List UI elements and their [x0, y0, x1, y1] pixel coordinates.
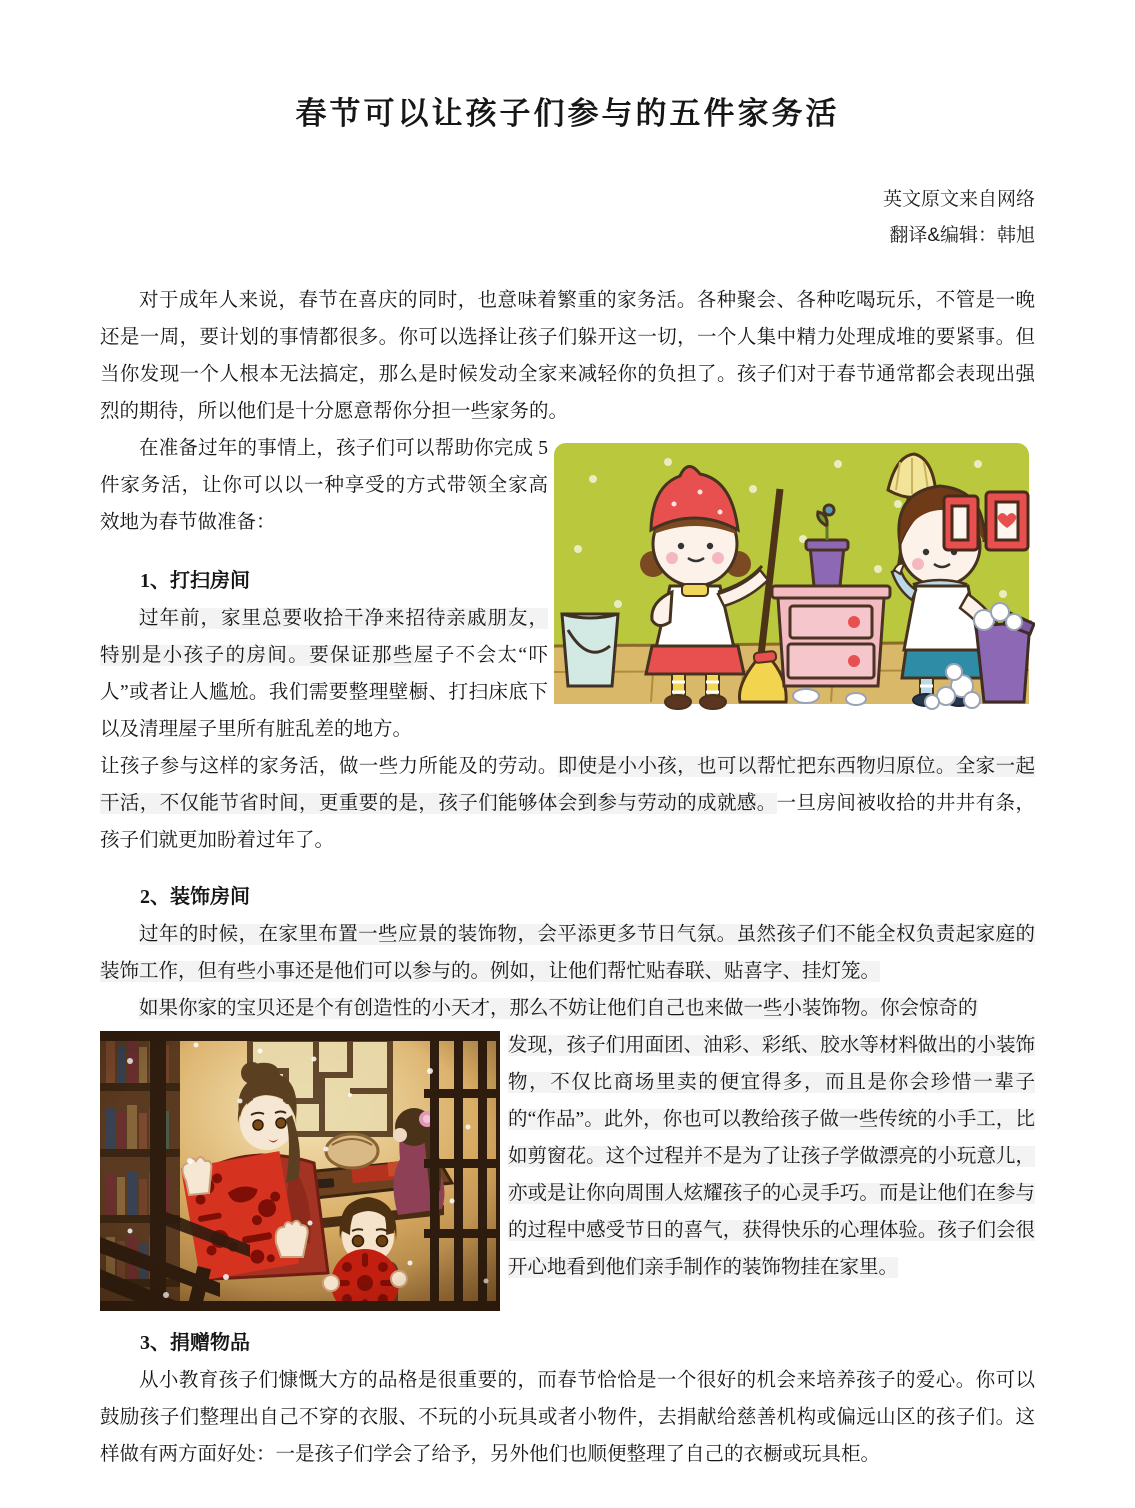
- section-1-heading: 1、打扫房间: [140, 570, 250, 592]
- prep-paragraph: 在准备过年的事情上，孩子们可以帮助你完成 5 件家务活，让你可以以一种享受的方式带领全家高效地为春节做准备：: [100, 438, 548, 533]
- page-title: 春节可以让孩子们参与的五件家务活: [295, 96, 840, 131]
- paper-cutting-illustration: [100, 1031, 500, 1311]
- credit-source: 英文原文来自网络: [882, 189, 1035, 210]
- section-2-para2-lead: 如果你家的宝贝还是个有创造性的小天才，那么不妨让他们自己也来做一些小装饰物。你会惊奇的: [139, 998, 978, 1019]
- section-2-layout: [100, 1027, 1035, 1311]
- section-2-heading: 2、装饰房间: [140, 886, 250, 908]
- section-2-wrap-column: [508, 1027, 1035, 1311]
- section-2-wrap-text: 发现，孩子们用面团、油彩、彩纸、胶水等材料做出的小装饰物，不仅比商场里卖的便宜得多，而且是你会珍惜一辈子的“作品”。此外，你也可以教给孩子做一些传统的小手工，比如剪窗花。这个过程并不是为了让孩子学做漂亮的小玩意儿，亦或是让你向周围人炫耀孩子的心灵手巧。而是让他们在参与的过程中感受节日的喜气，获得快乐的心理体验。孩子们会很开心地看到他们亲手制作的装饰物挂在家里。: [508, 1035, 1035, 1278]
- credits-block: [100, 182, 1035, 254]
- credit-translator: 翻译&编辑：韩旭: [889, 225, 1035, 246]
- section-1-layout: [100, 430, 1035, 748]
- section-1-continuation: 让孩子参与这样的家务活，做一些力所能及的劳动。即使是小小孩，也可以帮忙把东西物归原位。全家一起干活，不仅能节省时间，更重要的是，孩子们能够体会到参与劳动的成就感。一旦房间被收拾的井井有条，孩子们就更加盼着过年了。: [100, 756, 1035, 851]
- section-1-text-column: [100, 430, 548, 748]
- section-3-heading: 3、捐赠物品: [140, 1332, 250, 1354]
- section-2-body: 过年的时候，在家里布置一些应景的装饰物，会平添更多节日气氛。虽然孩子们不能全权负责起家庭的装饰工作，但有些小事还是他们可以参与的。例如，让他们帮忙贴春联、贴喜字、挂灯笼。: [100, 924, 1035, 982]
- kids-cleaning-illustration: [548, 434, 1035, 711]
- section-3-body: 从小教育孩子们慷慨大方的品格是很重要的，而春节恰恰是一个很好的机会来培养孩子的爱心。你可以鼓励孩子们整理出自己不穿的衣服、不玩的小玩具或者小物件，去捐献给慈善机构或偏远山区的孩子们。这样做有两方面好处：一是孩子们学会了给予，另外他们也顺便整理了自己的衣橱或玩具柜。: [100, 1370, 1035, 1465]
- section-1-body: 过年前，家里总要收拾干净来招待亲戚朋友，特别是小孩子的房间。要保证那些屋子不会太“吓人”或者让人尴尬。我们需要整理壁橱、打扫床底下以及清理屋子里所有脏乱差的地方。: [100, 608, 548, 740]
- intro-paragraph: 对于成年人来说，春节在喜庆的同时，也意味着繁重的家务活。各种聚会、各种吃喝玩乐，不管是一晚还是一周，要计划的事情都很多。你可以选择让孩子们躲开这一切，一个人集中精力处理成堆的要紧事。但当你发现一个人根本无法搞定，那么是时候发动全家来减轻你的负担了。孩子们对于春节通常都会表现出强烈的期待，所以他们是十分愿意帮你分担一些家务的。: [100, 290, 1035, 422]
